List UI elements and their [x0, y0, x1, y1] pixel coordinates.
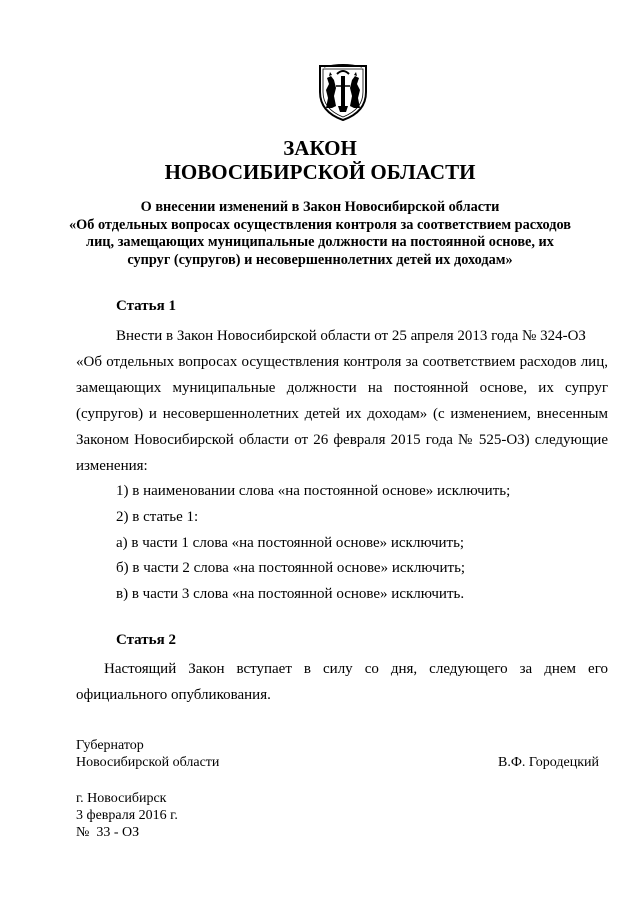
article1-paragraph-line: (супругов) и несовершеннолетних детей их доходам» (с изменением, внесенным [76, 406, 608, 422]
document-title-line1: ЗАКОН [283, 136, 357, 160]
signatory-name: В.Ф. Городецкий [498, 755, 599, 770]
article1-paragraph-line: Внести в Закон Новосибирской области от 25 апреля 2013 года № 324-ОЗ [116, 328, 586, 344]
article2-paragraph-line: Настоящий Закон вступает в силу со дня, следующего за днем его [104, 661, 608, 677]
article2-heading: Статья 2 [116, 632, 176, 648]
document-title-line2: НОВОСИБИРСКОЙ ОБЛАСТИ [164, 160, 476, 184]
subtitle-line: лиц, замещающих муниципальные должности на постоянной основе, их [86, 234, 554, 250]
article1-paragraph-line: «Об отдельных вопросах осуществления контроля за соответствием расходов лиц, [76, 354, 608, 370]
subtitle-line: супруг (супругов) и несовершеннолетних детей их доходам» [127, 251, 513, 268]
article2-paragraph-line: официального опубликования. [76, 687, 271, 703]
article1-item: 1) в наименовании слова «на постоянной основе» исключить; [116, 483, 511, 499]
signatory-position-line1: Губернатор [76, 738, 144, 753]
coat-of-arms-emblem [312, 62, 374, 122]
law-number: № 33 - ОЗ [76, 825, 140, 840]
signatory-position-line2: Новосибирской области [76, 755, 220, 770]
document-subtitle [60, 199, 580, 269]
article1-item: б) в части 2 слова «на постоянной основе» исключить; [116, 560, 466, 576]
issue-city: г. Новосибирск [76, 791, 167, 806]
article1-paragraph-line: замещающих муниципальные должности на постоянной основе, их супруг [76, 380, 608, 396]
article1-paragraph-line: изменения: [76, 458, 148, 474]
article1-item: а) в части 1 слова «на постоянной основе» исключить; [116, 535, 465, 551]
article1-heading: Статья 1 [116, 298, 176, 314]
article1-item: в) в части 3 слова «на постоянной основе» исключить. [116, 586, 465, 602]
article1-item: 2) в статье 1: [116, 509, 199, 525]
subtitle-line: О внесении изменений в Закон Новосибирской области [140, 199, 500, 215]
subtitle-line: «Об отдельных вопросах осуществления контроля за соответствием расходов [68, 216, 572, 233]
issue-date: 3 февраля 2016 г. [76, 808, 178, 823]
article1-paragraph-line: Законом Новосибирской области от 26 февраля 2015 года № 525-ОЗ) следующие [76, 432, 608, 448]
